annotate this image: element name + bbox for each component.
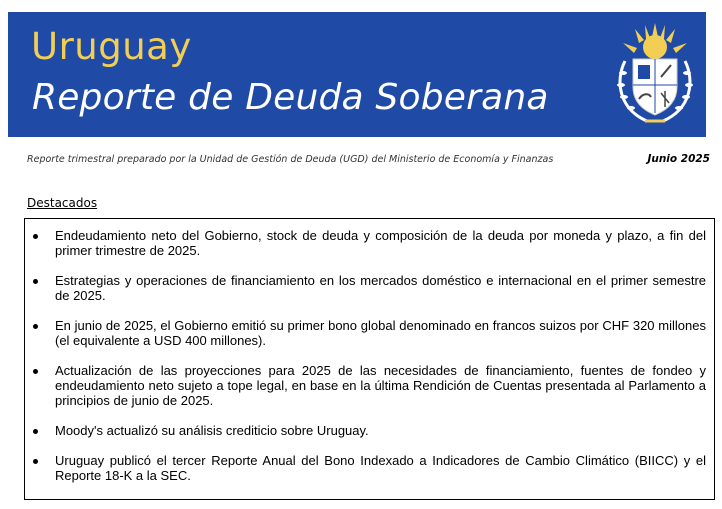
list-item [25,318,706,348]
country-name: Uruguay [31,25,192,68]
report-title: Reporte de Deuda Soberana [32,77,549,118]
list-item [25,228,706,258]
list-item-text: Moody's actualizó su análisis crediticio sobre Uruguay. [55,423,369,438]
bullet-icon [33,324,38,329]
bullet-icon [33,429,38,434]
list-item-text: Estrategias y operaciones de financiamiento en los mercados doméstico e internacional en el primer semestre de 2025. [55,273,706,303]
coat-of-arms-icon [611,21,699,129]
highlights-box [24,218,715,500]
list-item [25,423,706,438]
highlights-list [25,219,714,483]
bullet-icon [33,459,38,464]
list-item-text: En junio de 2025, el Gobierno emitió su primer bono global denominado en francos suizos por CHF 320 millones (el equivalente a USD 400 millones). [55,318,706,348]
report-date: Junio 2025 [647,153,710,165]
bullet-icon [33,234,38,239]
bullet-icon [33,369,38,374]
list-item [25,273,706,303]
bullet-icon [33,279,38,284]
header-banner [8,12,706,137]
highlights-heading: Destacados [27,196,98,210]
list-item-text: Endeudamiento neto del Gobierno, stock de deuda y composición de la deuda por moneda y plazo, a fin del primer trimestre de 2025. [55,228,706,258]
report-description: Reporte trimestral preparado por la Unidad de Gestión de Deuda (UGD) del Ministerio de Economía y Finanzas [27,154,554,165]
list-item [25,453,706,483]
list-item-text: Actualización de las proyecciones para 2025 de las necesidades de financiamiento, fuentes de fondeo y endeudamiento neto sujeto a tope legal, en base en la última Rendición de Cuentas presentada al Parlamento a principios de junio de 2025. [55,363,706,408]
list-item [25,363,706,408]
list-item-text: Uruguay publicó el tercer Reporte Anual del Bono Indexado a Indicadores de Cambio Climático (BIICC) y el Reporte 18-K a la SEC. [55,453,706,483]
